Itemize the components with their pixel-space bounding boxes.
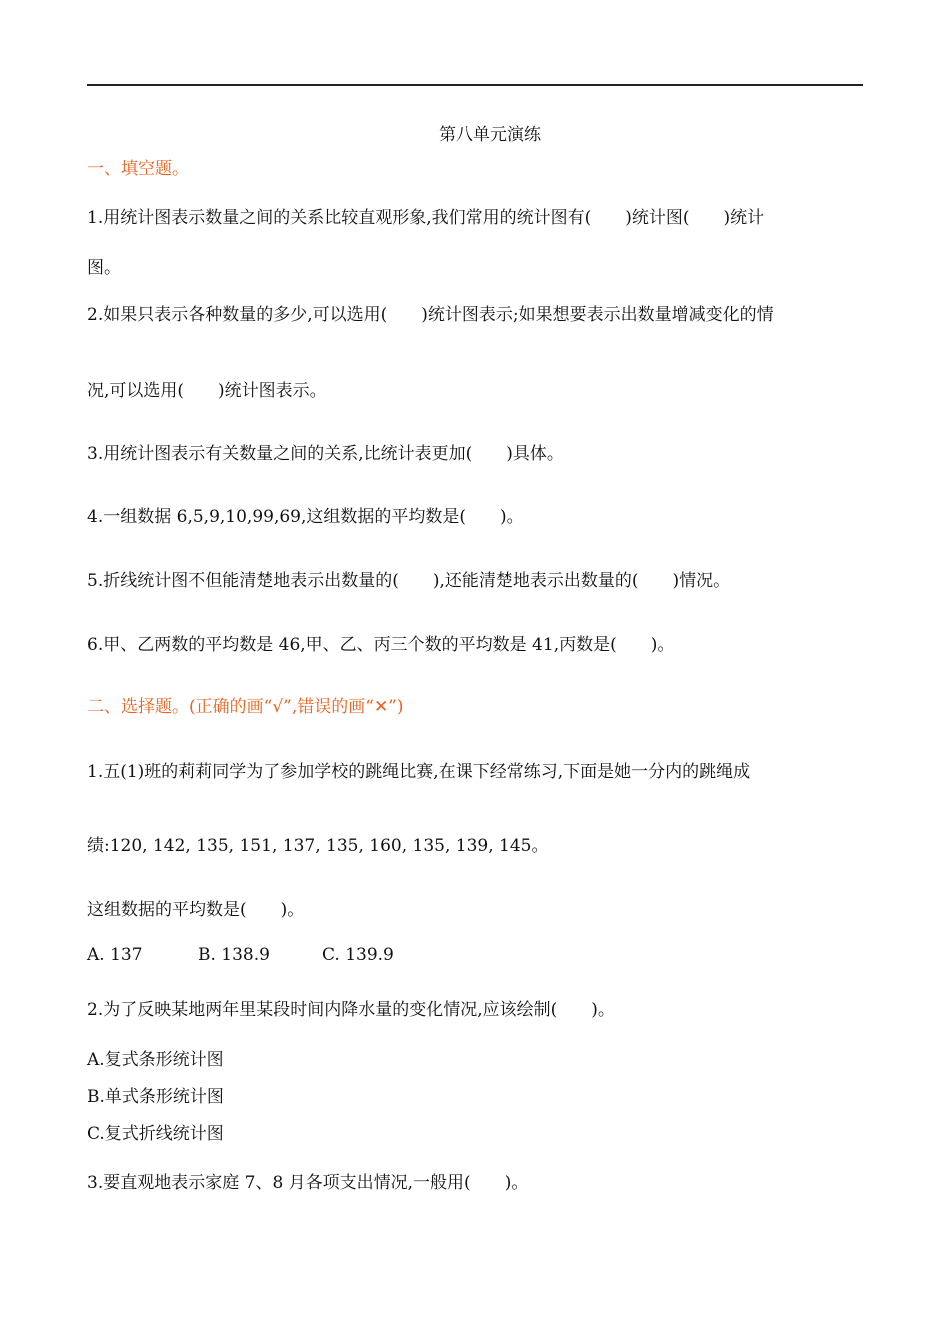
choice-2-option-b: B.单式条形统计图	[87, 1087, 224, 1107]
section-heading-choice: 二、选择题。(正确的画“√”,错误的画“✕”)	[87, 697, 404, 717]
choice-1-line-3: 这组数据的平均数是( )。	[87, 900, 305, 920]
question-2-line-2: 况,可以选用( )统计图表示。	[87, 381, 327, 401]
question-6: 6.甲、乙两数的平均数是 46,甲、乙、丙三个数的平均数是 41,丙数是( )。	[87, 635, 675, 655]
question-3: 3.用统计图表示有关数量之间的关系,比统计表更加( )具体。	[87, 444, 564, 464]
question-1-line-1: 1.用统计图表示数量之间的关系比较直观形象,我们常用的统计图有( )统计图( )统计	[87, 208, 765, 228]
choice-2: 2.为了反映某地两年里某段时间内降水量的变化情况,应该绘制( )。	[87, 1000, 615, 1020]
choice-1-option-b: B. 138.9	[198, 945, 270, 965]
question-4: 4.一组数据 6,5,9,10,99,69,这组数据的平均数是( )。	[87, 507, 524, 527]
question-2-line-1: 2.如果只表示各种数量的多少,可以选用( )统计图表示;如果想要表示出数量增减变化的情	[87, 305, 774, 325]
header-rule	[87, 84, 863, 86]
page-title: 第八单元演练	[439, 125, 541, 145]
choice-1-option-a: A. 137	[87, 945, 143, 965]
question-5: 5.折线统计图不但能清楚地表示出数量的( ),还能清楚地表示出数量的( )情况。	[87, 571, 731, 591]
choice-3: 3.要直观地表示家庭 7、8 月各项支出情况,一般用( )。	[87, 1173, 529, 1193]
section-heading-fill-blank: 一、填空题。	[87, 159, 189, 179]
choice-1-line-1: 1.五(1)班的莉莉同学为了参加学校的跳绳比赛,在课下经常练习,下面是她一分内的跳绳成	[87, 762, 751, 782]
choice-1-option-c: C. 139.9	[322, 945, 394, 965]
question-1-line-2: 图。	[87, 258, 121, 278]
choice-2-option-c: C.复式折线统计图	[87, 1124, 224, 1144]
choice-1-line-2: 绩:120, 142, 135, 151, 137, 135, 160, 135, 139, 145。	[87, 836, 549, 856]
choice-2-option-a: A.复式条形统计图	[87, 1050, 224, 1070]
